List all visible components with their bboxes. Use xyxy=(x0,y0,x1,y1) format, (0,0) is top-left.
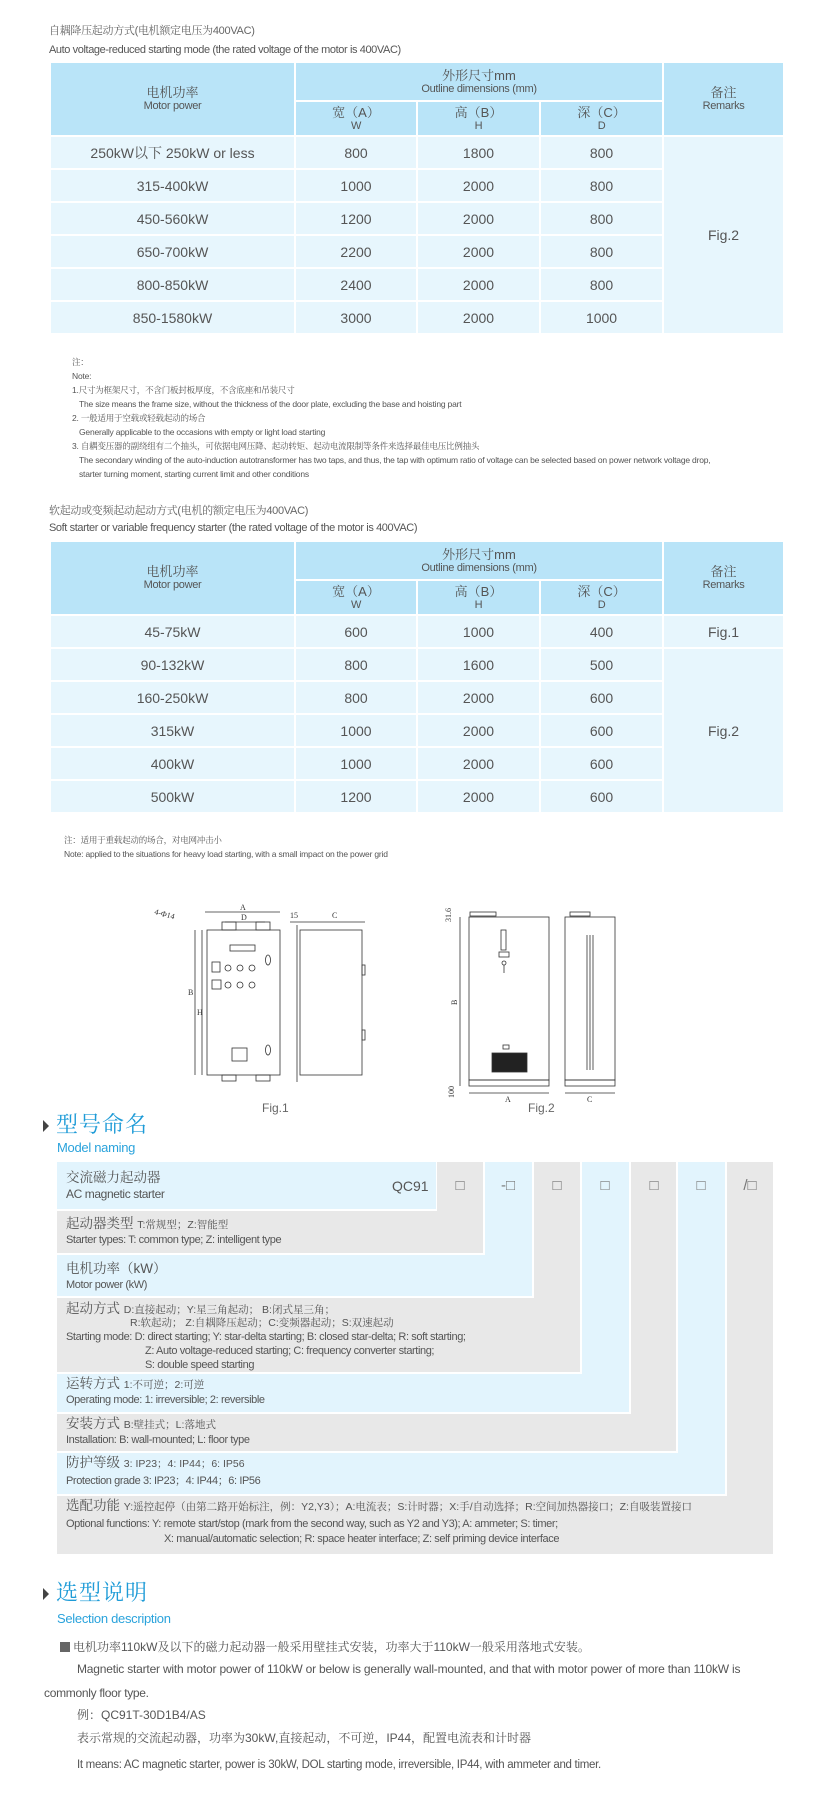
cell-depth: 1000 xyxy=(540,301,663,334)
header-d xyxy=(540,101,663,136)
naming-column xyxy=(582,1162,629,1412)
naming-field-en: S: double speed starting xyxy=(145,1359,255,1371)
header-remarks xyxy=(663,541,784,615)
header-label: 宽（A） xyxy=(332,583,380,599)
cell-width: 1000 xyxy=(295,169,417,202)
cell-height: 2000 xyxy=(417,780,540,813)
bullet-square-icon xyxy=(60,1642,70,1652)
cell-width: 1000 xyxy=(295,714,417,747)
note-line: 3. 自耦变压器的副绕组有二个抽头，可依据电网压降、起动转矩、起动电流限制等条件来选择最佳电压比例抽头 xyxy=(72,441,480,451)
fig1-dim-h: H xyxy=(197,1008,203,1017)
header-label: Motor power xyxy=(143,100,202,112)
cell-depth: 600 xyxy=(540,681,663,714)
header-h xyxy=(417,580,540,615)
fig2-dim-b: B xyxy=(450,999,459,1005)
note-line: starter turning moment, starting current limit and other conditions xyxy=(79,469,309,479)
naming-column xyxy=(437,1162,483,1253)
header-label: Outline dimensions (mm) xyxy=(421,82,537,95)
header-outline-dimensions xyxy=(295,62,663,101)
cell-depth: 800 xyxy=(540,235,663,268)
fig2-floor-cabinet-drawing xyxy=(445,900,630,1105)
table-row xyxy=(50,615,784,648)
note-line: Generally applicable to the occasions with empty or light load starting xyxy=(79,427,326,437)
cell-width: 3000 xyxy=(295,301,417,334)
note-line: The size means the frame size, without the thickness of the door plate, excluding the base and hoisting part xyxy=(79,399,462,409)
selection-p1-en-b: commonly floor type. xyxy=(44,1686,149,1700)
fig1-dim-d: D xyxy=(241,913,247,922)
naming-field-detail: 1:不可逆；2:可逆 xyxy=(123,1379,205,1391)
header-label: W xyxy=(350,119,362,132)
cell-height: 2000 xyxy=(417,268,540,301)
cell-depth: 600 xyxy=(540,714,663,747)
cell-motor-power: 250kW以下 250kW or less xyxy=(50,136,295,169)
header-row xyxy=(50,62,784,101)
table1-title-cn: 自耦降压起动方式(电机额定电压为400VAC) xyxy=(49,25,255,37)
header-label: 高（B） xyxy=(454,104,503,120)
header-label: Outline dimensions (mm) xyxy=(421,561,537,574)
cell-motor-power: 315-400kW xyxy=(50,169,295,202)
naming-field-detail: B:壁挂式；L:落地式 xyxy=(123,1419,216,1431)
code-placeholder: -□ xyxy=(500,1177,516,1194)
cell-width: 1200 xyxy=(295,202,417,235)
note-line: The secondary winding of the auto-induction autotransformer has two taps, and thus, the tap with optimum ratio of voltage can be selected based on power network voltage drop, xyxy=(79,455,711,465)
fig2-label: Fig.2 xyxy=(528,1101,555,1115)
code-placeholder: □ xyxy=(455,1177,465,1194)
cell-motor-power: 45-75kW xyxy=(50,615,295,648)
naming-column xyxy=(678,1162,725,1494)
naming-field-en: Z: Auto voltage-reduced starting; C: frequency converter starting; xyxy=(145,1345,435,1357)
cell-remarks: Fig.2 xyxy=(663,648,784,813)
naming-field-detail: D:直接起动；Y:星三角起动； B:闭式星三角； xyxy=(123,1304,335,1316)
cell-motor-power: 450-560kW xyxy=(50,202,295,235)
selection-p1-en-a: Magnetic starter with motor power of 110kW or below is generally wall-mounted, and that with motor power of more than 110kW is xyxy=(77,1662,741,1676)
note-line: 2. 一般适用于空载或轻载起动的场合 xyxy=(72,413,206,423)
naming-field-en: X: manual/automatic selection; R: space heater interface; Z: self priming device interface xyxy=(164,1533,560,1545)
code-placeholder: □ xyxy=(600,1177,610,1194)
cell-width: 2200 xyxy=(295,235,417,268)
header-label: 深（C） xyxy=(577,104,626,120)
naming-field-en: Starter types: T: common type; Z: intelligent type xyxy=(66,1234,282,1246)
cell-depth: 600 xyxy=(540,780,663,813)
naming-field-detail: Y:遥控起停（由第二路开始标注，例：Y2,Y3）；A:电流表；S:计时器；X:手/自动选择；R:空间加热器接口；Z:自吸装置接口 xyxy=(123,1501,692,1513)
naming-field-title: 安装方式 xyxy=(66,1416,120,1431)
fig1-dim-b: B xyxy=(188,988,194,997)
dimension-table-soft-starter xyxy=(49,540,785,814)
header-label: D xyxy=(597,119,606,132)
cell-width: 800 xyxy=(295,648,417,681)
code-placeholder: /□ xyxy=(743,1177,757,1194)
naming-field-en: Installation: B: wall-mounted; L: floor type xyxy=(66,1434,250,1446)
naming-column xyxy=(631,1162,676,1451)
selection-heading: 选型说明 xyxy=(56,1580,149,1605)
cell-height: 2000 xyxy=(417,235,540,268)
note-line: 注： xyxy=(72,357,89,367)
header-w xyxy=(295,580,417,615)
section-marker-icon xyxy=(43,1120,49,1132)
fig1-dim-c: C xyxy=(332,911,338,920)
fig2-dim-a: A xyxy=(505,1095,511,1104)
header-label: 深（C） xyxy=(577,583,626,599)
cell-depth: 400 xyxy=(540,615,663,648)
model-naming-heading: 型号命名 xyxy=(56,1112,149,1137)
cell-depth: 800 xyxy=(540,136,663,169)
note-line: Note: xyxy=(72,371,92,381)
cell-height: 2000 xyxy=(417,681,540,714)
section-marker-icon xyxy=(43,1588,49,1600)
naming-field-cn xyxy=(66,1455,245,1472)
cell-width: 800 xyxy=(295,136,417,169)
header-label: 备注 xyxy=(710,85,737,100)
note-line: 1.尺寸为框架尺寸，不含门板封板厚度，不含底座和吊装尺寸 xyxy=(72,385,295,395)
code-placeholder: □ xyxy=(696,1177,706,1194)
table-row xyxy=(50,136,784,169)
fig2-dim-c: C xyxy=(587,1095,593,1104)
cell-motor-power: 400kW xyxy=(50,747,295,780)
cell-motor-power: 800-850kW xyxy=(50,268,295,301)
naming-field-title: 电机功率（kW） xyxy=(66,1261,167,1276)
fig2-dim-base: 100 xyxy=(447,1086,456,1098)
selection-example-cn: 表示常规的交流起动器，功率为30kW,直接起动，不可逆，IP44，配置电流表和计时器 xyxy=(77,1731,532,1745)
header-label: H xyxy=(474,119,483,132)
naming-field-en: Protection grade 3: IP23；4: IP44；6: IP56 xyxy=(66,1475,261,1487)
header-label: H xyxy=(474,598,483,611)
naming-field-cn xyxy=(66,1376,204,1393)
note-line: 注：适用于重载起动的场合，对电网冲击小 xyxy=(64,835,222,845)
cell-motor-power: 500kW xyxy=(50,780,295,813)
naming-field-detail: 3: IP23；4: IP44；6: IP56 xyxy=(123,1458,245,1470)
code-placeholder: □ xyxy=(649,1177,659,1194)
cell-depth: 800 xyxy=(540,268,663,301)
naming-field-title: 起动器类型 xyxy=(66,1216,134,1231)
naming-field-title: 防护等级 xyxy=(66,1455,120,1470)
naming-field-detail: R:软起动； Z:自耦降压起动；C:变频器起动；S:双速起动 xyxy=(130,1317,394,1329)
cell-width: 1200 xyxy=(295,780,417,813)
naming-field-cn xyxy=(66,1498,692,1515)
table1-title-en: Auto voltage-reduced starting mode (the rated voltage of the motor is 400VAC) xyxy=(49,44,401,56)
naming-column xyxy=(727,1162,773,1554)
selection-p1-cn: 电机功率110kW及以下的磁力起动器一般采用壁挂式安装，功率大于110kW一般采用落地式安装。 xyxy=(73,1640,590,1654)
header-label: D xyxy=(597,598,606,611)
naming-field-cn xyxy=(66,1301,335,1318)
dimension-table-auto-transformer xyxy=(49,61,785,335)
cell-remarks: Fig.1 xyxy=(663,615,784,648)
code-placeholder: □ xyxy=(552,1177,562,1194)
fig1-label: Fig.1 xyxy=(262,1101,289,1115)
header-label: 高（B） xyxy=(454,583,503,599)
cell-depth: 800 xyxy=(540,169,663,202)
naming-field-en: Operating mode: 1: irreversible; 2: reversible xyxy=(66,1394,265,1406)
cell-height: 1600 xyxy=(417,648,540,681)
fig1-wall-cabinet-drawing xyxy=(150,900,380,1085)
cell-width: 1000 xyxy=(295,747,417,780)
header-label: Remarks xyxy=(702,579,745,591)
header-label: Remarks xyxy=(702,100,745,112)
fig1-dim-side: 15 xyxy=(290,911,298,920)
selection-example: 例：QC91T-30D1B4/AS xyxy=(77,1708,206,1722)
fig2-dim-top: 31.6 xyxy=(444,908,453,922)
header-label: 备注 xyxy=(710,564,737,579)
table2-title-cn: 软起动或变频起动起动方式(电机的额定电压为400VAC) xyxy=(49,505,309,517)
naming-field-cn xyxy=(66,1416,216,1433)
header-remarks xyxy=(663,62,784,136)
cell-height: 2000 xyxy=(417,202,540,235)
naming-field-title: 选配功能 xyxy=(66,1498,120,1513)
product-name-en: AC magnetic starter xyxy=(66,1187,165,1201)
cell-height: 2000 xyxy=(417,169,540,202)
cell-height: 1000 xyxy=(417,615,540,648)
model-code: QC91 xyxy=(392,1178,429,1194)
cell-width: 2400 xyxy=(295,268,417,301)
naming-field-detail: T:常规型；Z:智能型 xyxy=(137,1219,229,1231)
header-outline-dimensions xyxy=(295,541,663,580)
product-name-cn: 交流磁力起动器 xyxy=(66,1170,161,1185)
note-line: Note: applied to the situations for heavy load starting, with a small impact on the power grid xyxy=(64,849,388,859)
cell-motor-power: 160-250kW xyxy=(50,681,295,714)
header-label: Motor power xyxy=(143,579,202,591)
cell-width: 600 xyxy=(295,615,417,648)
header-row xyxy=(50,541,784,580)
cell-height: 1800 xyxy=(417,136,540,169)
cell-width: 800 xyxy=(295,681,417,714)
cell-height: 2000 xyxy=(417,714,540,747)
table-row xyxy=(50,648,784,681)
cell-motor-power: 315kW xyxy=(50,714,295,747)
cell-depth: 600 xyxy=(540,747,663,780)
header-label: 外形尺寸mm xyxy=(442,546,516,562)
header-label: 宽（A） xyxy=(332,104,380,120)
cell-motor-power: 90-132kW xyxy=(50,648,295,681)
fig1-dim-a: A xyxy=(240,903,246,912)
header-label: 电机功率 xyxy=(146,85,199,100)
naming-field-title: 运转方式 xyxy=(66,1376,120,1391)
cell-motor-power: 850-1580kW xyxy=(50,301,295,334)
cell-remarks: Fig.2 xyxy=(663,136,784,334)
table2-title-en: Soft starter or variable frequency starter (the rated voltage of the motor is 400VAC) xyxy=(49,522,418,534)
cell-height: 2000 xyxy=(417,301,540,334)
cell-height: 2000 xyxy=(417,747,540,780)
selection-subheading: Selection description xyxy=(57,1611,171,1626)
fig1-dim-hole: 4-Φ14 xyxy=(153,907,176,922)
cell-depth: 800 xyxy=(540,202,663,235)
naming-field-title: 起动方式 xyxy=(66,1301,120,1316)
naming-field-cn xyxy=(66,1216,228,1233)
header-w xyxy=(295,101,417,136)
cell-depth: 500 xyxy=(540,648,663,681)
header-label: W xyxy=(350,598,362,611)
header-label: 电机功率 xyxy=(146,564,199,579)
naming-field-cn xyxy=(66,1261,167,1278)
header-label: 外形尺寸mm xyxy=(442,67,516,83)
model-naming-subheading: Model naming xyxy=(57,1140,136,1155)
header-d xyxy=(540,580,663,615)
naming-field-en: Motor power (kW) xyxy=(66,1279,147,1291)
header-h xyxy=(417,101,540,136)
header-motor-power xyxy=(50,62,295,136)
selection-example-en: It means: AC magnetic starter, power is 30kW, DOL starting mode, irreversible, IP44, with ammeter and timer. xyxy=(77,1759,601,1771)
cell-motor-power: 650-700kW xyxy=(50,235,295,268)
header-motor-power xyxy=(50,541,295,615)
naming-field-en: Starting mode: D: direct starting; Y: star-delta starting; B: closed star-delta; R: soft starting; xyxy=(66,1331,466,1343)
naming-field-en: Optional functions: Y: remote start/stop (mark from the second way, such as Y2 and Y3); A: ammeter; S: timer; xyxy=(66,1518,558,1530)
